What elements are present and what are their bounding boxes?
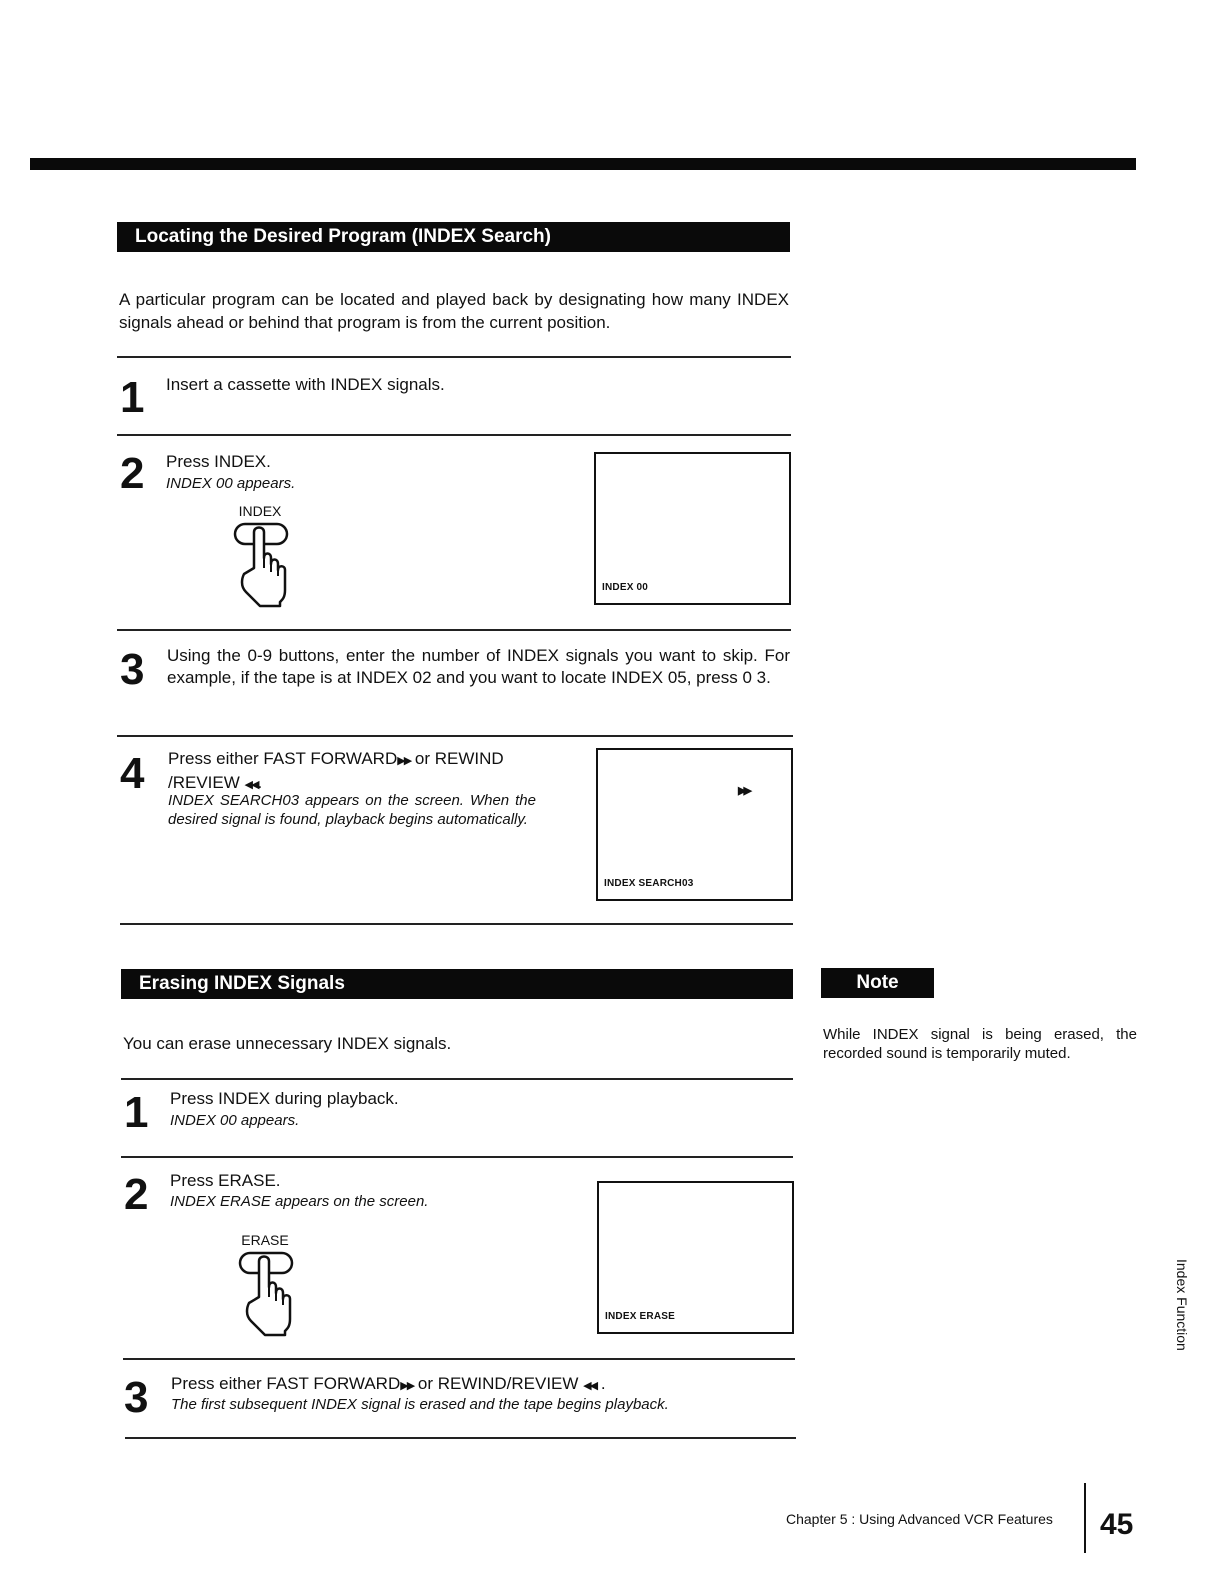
divider — [121, 1156, 793, 1158]
step-text: Press ERASE. — [170, 1171, 281, 1190]
step-text — [171, 1373, 791, 1397]
footer-divider — [1084, 1483, 1086, 1553]
step-text: Insert a cassette with INDEX signals. — [166, 375, 445, 394]
step-text-part: or REWIND/REVIEW — [413, 1374, 584, 1393]
step-number: 3 — [120, 645, 145, 694]
step-text-part: Press either FAST FORWARD — [168, 749, 398, 768]
fast-forward-icon: ▶▶ — [400, 1380, 414, 1392]
step-note: INDEX 00 appears. — [170, 1112, 300, 1129]
divider — [120, 923, 793, 925]
step-number: 4 — [120, 749, 145, 798]
screen-osd-text: INDEX 00 — [602, 582, 649, 593]
section-heading-erasing — [121, 969, 793, 999]
button-label: ERASE — [241, 1232, 289, 1248]
side-tab: Index Function — [1174, 1259, 1190, 1351]
screen-osd-text: INDEX SEARCH03 — [604, 878, 694, 889]
divider — [117, 629, 791, 631]
tv-screen — [596, 748, 793, 901]
step-number: 3 — [124, 1373, 149, 1422]
fast-forward-icon: ▶▶ — [397, 755, 411, 767]
step-text-part: . — [596, 1374, 606, 1393]
step-number: 2 — [120, 449, 145, 498]
step-text-part: or REWIND /REVIEW — [168, 749, 504, 792]
fast-forward-icon: ▶▶ — [738, 785, 749, 797]
step-text-part: Press either FAST FORWARD — [171, 1374, 401, 1393]
tv-screen — [594, 452, 791, 605]
step-number: 1 — [120, 373, 145, 422]
section-intro: You can erase unnecessary INDEX signals. — [123, 1034, 452, 1053]
rewind-icon: ◀◀ — [244, 779, 258, 791]
note-heading — [821, 968, 934, 998]
finger-press-icon — [235, 1249, 305, 1344]
section-title: Erasing INDEX Signals — [139, 973, 345, 994]
step-note: INDEX ERASE appears on the screen. — [170, 1193, 429, 1210]
screen-osd-text: INDEX ERASE — [605, 1311, 675, 1322]
step-text: Using the 0-9 buttons, enter the number of INDEX signals you want to skip. For example, if the tape is at INDEX 02 and you want to locate INDEX 05, press 0 3. — [167, 646, 790, 687]
top-rule — [30, 158, 1136, 170]
step-text — [168, 748, 538, 796]
step-text-part: . — [257, 773, 263, 792]
section-title: Locating the Desired Program (INDEX Search) — [135, 226, 551, 247]
section-intro: A particular program can be located and played back by designating how many INDEX signals ahead or behind that program is from the current position. — [119, 290, 789, 332]
rewind-icon: ◀◀ — [583, 1380, 597, 1392]
note-title: Note — [856, 972, 899, 993]
chapter-label: Chapter 5 : Using Advanced VCR Features — [786, 1511, 1053, 1527]
button-label: INDEX — [238, 503, 282, 519]
step-number: 1 — [124, 1088, 149, 1137]
divider — [125, 1437, 796, 1439]
divider — [121, 1078, 793, 1080]
divider — [117, 735, 793, 737]
step-text: Press INDEX during playback. — [170, 1089, 399, 1108]
step-note: INDEX 00 appears. — [166, 475, 296, 492]
divider — [123, 1358, 795, 1360]
section-heading-index-search — [117, 222, 790, 252]
finger-press-icon — [230, 520, 300, 615]
divider — [117, 434, 791, 436]
page-number: 45 — [1100, 1508, 1134, 1541]
step-text: Press INDEX. — [166, 452, 271, 471]
divider — [117, 356, 791, 358]
tv-screen — [597, 1181, 794, 1334]
note-text: While INDEX signal is being erased, the recorded sound is temporarily muted. — [823, 1026, 1137, 1062]
step-number: 2 — [124, 1170, 149, 1219]
step-note: The first subsequent INDEX signal is erased and the tape begins playback. — [171, 1396, 669, 1413]
step-note: INDEX SEARCH03 appears on the screen. When the desired signal is found, playback begins automatically. — [168, 792, 536, 828]
